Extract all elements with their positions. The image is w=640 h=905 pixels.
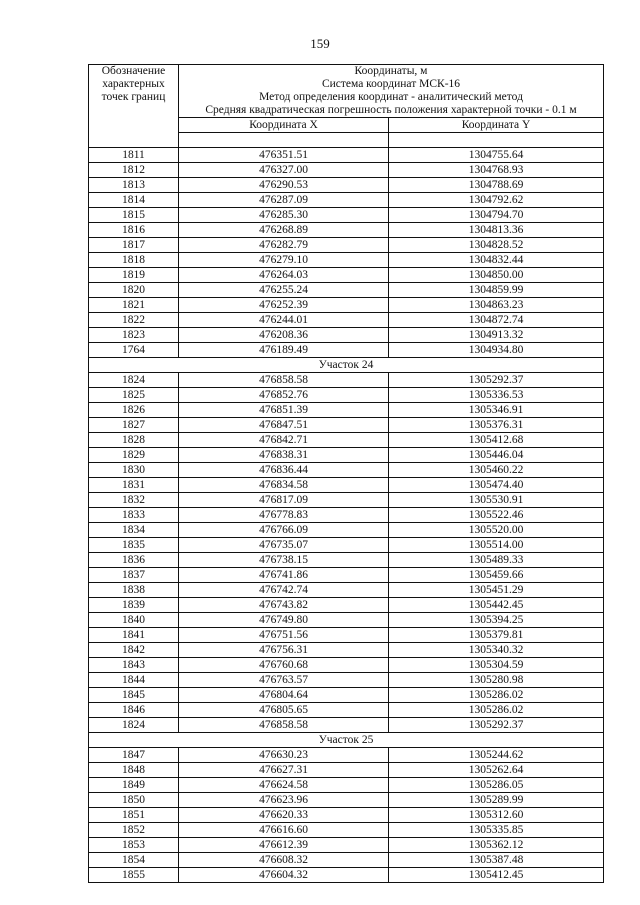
spacer-cell: [179, 133, 389, 148]
coordinate-y-cell: 1305442.45: [389, 598, 604, 613]
table-row: [89, 463, 604, 478]
coordinate-y-cell: 1305520.00: [389, 523, 604, 538]
coordinate-x-cell: 476327.00: [179, 163, 389, 178]
point-id-cell: 1764: [89, 343, 179, 358]
point-id-cell: 1848: [89, 763, 179, 778]
table-row: [89, 598, 604, 613]
coordinate-x-cell: 476756.31: [179, 643, 389, 658]
point-id-cell: 1845: [89, 688, 179, 703]
col-y-header: Координата Y: [389, 118, 604, 133]
coordinate-y-cell: 1305335.85: [389, 823, 604, 838]
point-id-cell: 1830: [89, 463, 179, 478]
coordinate-x-cell: 476834.58: [179, 478, 389, 493]
coordinate-x-cell: 476735.07: [179, 538, 389, 553]
coordinate-y-cell: 1305474.40: [389, 478, 604, 493]
coordinate-y-cell: 1304859.99: [389, 283, 604, 298]
designation-header-line: Обозначение: [101, 65, 166, 77]
table-row: [89, 853, 604, 868]
coordinate-x-cell: 476760.68: [179, 658, 389, 673]
table-row: [89, 163, 604, 178]
coordinate-x-cell: 476287.09: [179, 193, 389, 208]
coordinate-y-cell: 1305394.25: [389, 613, 604, 628]
table-row: [89, 403, 604, 418]
table-row: [89, 763, 604, 778]
section-row: [89, 358, 604, 373]
table-row: [89, 178, 604, 193]
coordinate-y-cell: 1305286.05: [389, 778, 604, 793]
coordinate-y-cell: 1305489.33: [389, 553, 604, 568]
coordinate-y-cell: 1305530.91: [389, 493, 604, 508]
coordinate-x-cell: 476805.65: [179, 703, 389, 718]
coordinate-y-cell: 1305292.37: [389, 718, 604, 733]
table-row: [89, 223, 604, 238]
table-row: [89, 148, 604, 163]
coordinate-x-cell: 476751.56: [179, 628, 389, 643]
point-id-cell: 1835: [89, 538, 179, 553]
spacer-cell: [389, 133, 604, 148]
point-id-cell: 1824: [89, 718, 179, 733]
table-row: [89, 208, 604, 223]
coordinate-x-cell: 476630.23: [179, 748, 389, 763]
coordinate-y-cell: 1305289.99: [389, 793, 604, 808]
coordinate-y-cell: 1304813.36: [389, 223, 604, 238]
coordinate-x-cell: 476842.71: [179, 433, 389, 448]
point-id-cell: 1820: [89, 283, 179, 298]
point-id-cell: 1849: [89, 778, 179, 793]
coordinate-y-cell: 1304768.93: [389, 163, 604, 178]
table-row: [89, 703, 604, 718]
point-id-cell: 1842: [89, 643, 179, 658]
coordinate-x-cell: 476741.86: [179, 568, 389, 583]
coordinate-x-cell: 476804.64: [179, 688, 389, 703]
coordinate-x-cell: 476244.01: [179, 313, 389, 328]
table-row: [89, 538, 604, 553]
coordinate-x-cell: 476778.83: [179, 508, 389, 523]
coordinate-y-cell: 1305362.12: [389, 838, 604, 853]
coordinate-y-cell: 1305451.29: [389, 583, 604, 598]
coordinate-y-cell: 1304863.23: [389, 298, 604, 313]
coordinate-x-cell: 476282.79: [179, 238, 389, 253]
coordinate-y-cell: 1304913.32: [389, 328, 604, 343]
table-row: [89, 868, 604, 883]
coordinate-x-cell: 476851.39: [179, 403, 389, 418]
designation-header-line: точек границ: [101, 91, 166, 103]
point-id-cell: 1827: [89, 418, 179, 433]
table-row: [89, 658, 604, 673]
point-id-cell: 1832: [89, 493, 179, 508]
table-row: [89, 553, 604, 568]
coordinate-x-cell: 476852.76: [179, 388, 389, 403]
section-title: Участок 24: [89, 358, 604, 373]
point-id-cell: 1844: [89, 673, 179, 688]
point-id-cell: 1816: [89, 223, 179, 238]
coordinate-x-cell: 476252.39: [179, 298, 389, 313]
point-id-cell: 1813: [89, 178, 179, 193]
table-row: [89, 748, 604, 763]
table-row: [89, 838, 604, 853]
designation-header-line: характерных: [102, 78, 165, 90]
coordinate-x-cell: 476743.82: [179, 598, 389, 613]
coordinate-y-cell: 1305376.31: [389, 418, 604, 433]
coordinate-y-cell: 1305304.59: [389, 658, 604, 673]
coordinate-x-cell: 476763.57: [179, 673, 389, 688]
coordinate-y-cell: 1304828.52: [389, 238, 604, 253]
point-id-cell: 1831: [89, 478, 179, 493]
coordinate-system: Система координат МСК-16: [321, 78, 461, 90]
coordinate-y-cell: 1304755.64: [389, 148, 604, 163]
table-row: [89, 823, 604, 838]
point-id-cell: 1811: [89, 148, 179, 163]
point-id-cell: 1843: [89, 658, 179, 673]
point-id-cell: 1824: [89, 373, 179, 388]
point-id-cell: 1855: [89, 868, 179, 883]
table-row: [89, 793, 604, 808]
table-row: [89, 568, 604, 583]
table-row: [89, 613, 604, 628]
point-id-cell: 1853: [89, 838, 179, 853]
coordinate-x-cell: 476208.36: [179, 328, 389, 343]
coordinate-y-cell: 1305262.64: [389, 763, 604, 778]
determination-method: Метод определения координат - аналитический метод: [259, 91, 523, 103]
coordinate-y-cell: 1304850.00: [389, 268, 604, 283]
point-id-cell: 1841: [89, 628, 179, 643]
table-row: [89, 523, 604, 538]
table-row: [89, 808, 604, 823]
point-id-cell: 1837: [89, 568, 179, 583]
coordinate-x-cell: 476608.32: [179, 853, 389, 868]
coordinates-header: [179, 65, 604, 118]
table-row: [89, 283, 604, 298]
coordinates-table: [88, 64, 604, 883]
point-id-cell: 1839: [89, 598, 179, 613]
coordinate-y-cell: 1305340.32: [389, 643, 604, 658]
coordinate-x-cell: 476742.74: [179, 583, 389, 598]
coordinate-x-cell: 476817.09: [179, 493, 389, 508]
col-x-header: Координата X: [179, 118, 389, 133]
point-id-cell: 1854: [89, 853, 179, 868]
coords-title: Координаты, м: [354, 65, 428, 77]
coordinate-y-cell: 1305412.68: [389, 433, 604, 448]
coordinate-y-cell: 1305387.48: [389, 853, 604, 868]
section-row: [89, 733, 604, 748]
table-row: [89, 493, 604, 508]
coordinate-x-cell: 476627.31: [179, 763, 389, 778]
coordinate-y-cell: 1305460.22: [389, 463, 604, 478]
coordinate-y-cell: 1305280.98: [389, 673, 604, 688]
coordinate-y-cell: 1305312.60: [389, 808, 604, 823]
point-id-cell: 1846: [89, 703, 179, 718]
table-row: [89, 433, 604, 448]
coordinate-x-cell: 476255.24: [179, 283, 389, 298]
coordinate-x-cell: 476616.60: [179, 823, 389, 838]
point-id-cell: 1836: [89, 553, 179, 568]
coordinate-x-cell: 476285.30: [179, 208, 389, 223]
point-id-cell: 1821: [89, 298, 179, 313]
table-row: [89, 313, 604, 328]
table-row: [89, 238, 604, 253]
point-id-cell: 1815: [89, 208, 179, 223]
table-row: [89, 253, 604, 268]
coordinate-y-cell: 1305412.45: [389, 868, 604, 883]
point-id-cell: 1852: [89, 823, 179, 838]
table-row: [89, 688, 604, 703]
coordinate-x-cell: 476290.53: [179, 178, 389, 193]
coordinate-x-cell: 476612.39: [179, 838, 389, 853]
point-id-cell: 1833: [89, 508, 179, 523]
coordinate-y-cell: 1304872.74: [389, 313, 604, 328]
table-row: [89, 328, 604, 343]
coordinate-y-cell: 1304934.80: [389, 343, 604, 358]
point-id-cell: 1829: [89, 448, 179, 463]
coordinate-y-cell: 1305522.46: [389, 508, 604, 523]
coordinate-x-cell: 476766.09: [179, 523, 389, 538]
point-id-cell: 1814: [89, 193, 179, 208]
point-id-cell: 1850: [89, 793, 179, 808]
coordinate-y-cell: 1305446.04: [389, 448, 604, 463]
table-row: [89, 373, 604, 388]
coordinate-y-cell: 1305336.53: [389, 388, 604, 403]
table-row: [89, 388, 604, 403]
coordinate-x-cell: 476858.58: [179, 718, 389, 733]
coordinate-x-cell: 476858.58: [179, 373, 389, 388]
table-row: [89, 673, 604, 688]
coordinate-y-cell: 1304792.62: [389, 193, 604, 208]
coordinate-y-cell: 1305346.91: [389, 403, 604, 418]
point-id-cell: 1828: [89, 433, 179, 448]
table-row: [89, 343, 604, 358]
point-id-cell: 1840: [89, 613, 179, 628]
accuracy-note: Средняя квадратическая погрешность положения характерной точки - 0.1 м: [205, 104, 577, 116]
table-row: [89, 193, 604, 208]
coordinate-x-cell: 476351.51: [179, 148, 389, 163]
point-id-cell: 1847: [89, 748, 179, 763]
point-id-cell: 1834: [89, 523, 179, 538]
designation-header: [89, 65, 179, 148]
coordinate-y-cell: 1305286.02: [389, 703, 604, 718]
table-row: [89, 418, 604, 433]
point-id-cell: 1838: [89, 583, 179, 598]
table-row: [89, 268, 604, 283]
coordinate-x-cell: 476838.31: [179, 448, 389, 463]
point-id-cell: 1822: [89, 313, 179, 328]
point-id-cell: 1826: [89, 403, 179, 418]
table-row: [89, 628, 604, 643]
point-id-cell: 1819: [89, 268, 179, 283]
coordinate-x-cell: 476189.49: [179, 343, 389, 358]
coordinate-y-cell: 1305514.00: [389, 538, 604, 553]
coordinate-x-cell: 476738.15: [179, 553, 389, 568]
coordinate-x-cell: 476620.33: [179, 808, 389, 823]
coordinate-y-cell: 1305292.37: [389, 373, 604, 388]
section-title: Участок 25: [89, 733, 604, 748]
coordinate-x-cell: 476847.51: [179, 418, 389, 433]
table-row: [89, 448, 604, 463]
point-id-cell: 1851: [89, 808, 179, 823]
point-id-cell: 1825: [89, 388, 179, 403]
point-id-cell: 1812: [89, 163, 179, 178]
table-row: [89, 478, 604, 493]
coordinate-y-cell: 1305244.62: [389, 748, 604, 763]
coordinate-y-cell: 1305459.66: [389, 568, 604, 583]
page-number: 159: [310, 36, 330, 51]
coordinate-y-cell: 1305286.02: [389, 688, 604, 703]
coordinate-x-cell: 476836.44: [179, 463, 389, 478]
coordinate-x-cell: 476264.03: [179, 268, 389, 283]
coordinate-y-cell: 1304832.44: [389, 253, 604, 268]
coordinate-x-cell: 476268.89: [179, 223, 389, 238]
point-id-cell: 1818: [89, 253, 179, 268]
table-row: [89, 298, 604, 313]
coordinate-y-cell: 1304794.70: [389, 208, 604, 223]
coordinate-x-cell: 476623.96: [179, 793, 389, 808]
coordinate-x-cell: 476279.10: [179, 253, 389, 268]
table-row: [89, 643, 604, 658]
table-row: [89, 583, 604, 598]
table-row: [89, 778, 604, 793]
coordinate-y-cell: 1305379.81: [389, 628, 604, 643]
coordinate-x-cell: 476749.80: [179, 613, 389, 628]
coordinate-y-cell: 1304788.69: [389, 178, 604, 193]
point-id-cell: 1823: [89, 328, 179, 343]
coordinate-x-cell: 476604.32: [179, 868, 389, 883]
table-row: [89, 718, 604, 733]
header-row: [89, 65, 604, 118]
point-id-cell: 1817: [89, 238, 179, 253]
coordinate-x-cell: 476624.58: [179, 778, 389, 793]
table-row: [89, 508, 604, 523]
